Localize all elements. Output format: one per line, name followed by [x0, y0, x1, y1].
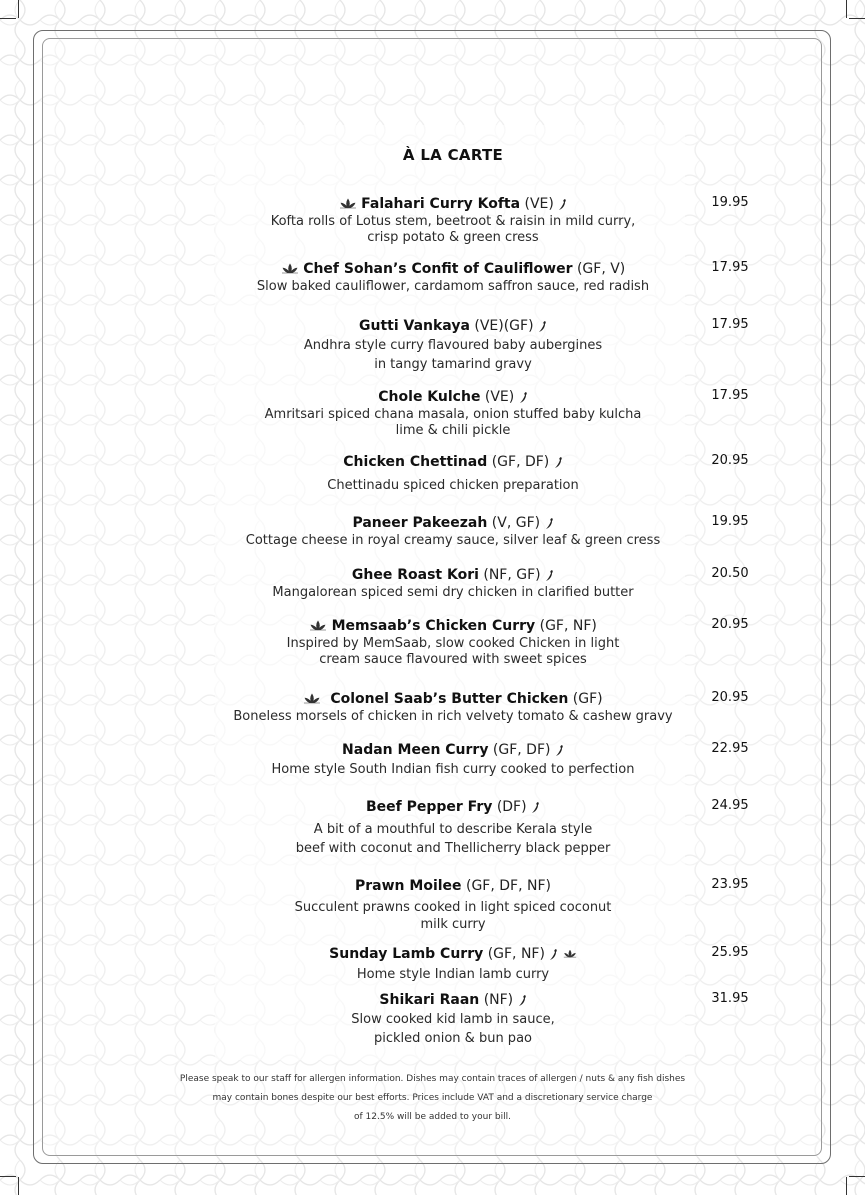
item-tags: (VE)	[524, 196, 554, 212]
item-description: Home style Indian lamb curry	[356, 967, 550, 982]
item-description: Kofta rolls of Lotus stem, beetroot & raisin in mild curry,	[270, 214, 636, 229]
item-name: Ghee Roast Kori	[351, 567, 479, 583]
menu-item	[0, 877, 865, 933]
chili-icon	[558, 198, 567, 211]
item-name: Chole Kulche	[378, 389, 481, 405]
item-price: 20.95	[711, 617, 749, 632]
item-description: Succulent prawns cooked in light spiced coconut	[294, 900, 612, 915]
item-tags: (V, GF)	[491, 515, 541, 531]
menu-item	[0, 798, 865, 858]
item-price: 25.95	[711, 945, 749, 960]
item-description-2: lime & chili pickle	[395, 423, 511, 438]
item-description: Andhra style curry flavoured baby aubergines	[303, 338, 603, 353]
item-name: Chef Sohan’s Confit of Cauliflower	[303, 261, 573, 277]
allergen-notice	[0, 1070, 865, 1127]
item-price: 20.95	[711, 453, 749, 468]
item-name: Prawn Moilee	[355, 878, 462, 894]
menu-item	[0, 453, 865, 494]
item-description: Slow baked cauliflower, cardamom saffron sauce, red radish	[256, 279, 650, 294]
menu-item	[0, 741, 865, 778]
item-price: 24.95	[711, 798, 749, 813]
crop-mark-br-h	[849, 1176, 865, 1177]
lotus-icon	[303, 693, 321, 705]
item-name: Beef Pepper Fry	[365, 799, 493, 815]
menu-item	[0, 388, 865, 439]
chili-icon	[531, 801, 540, 814]
item-price: 20.50	[711, 566, 749, 581]
item-tags: (NF, GF)	[483, 567, 541, 583]
item-tags: (VE)(GF)	[474, 318, 534, 334]
item-tags: (DF)	[496, 799, 527, 815]
item-price: 19.95	[711, 514, 749, 529]
item-price: 23.95	[711, 877, 749, 892]
item-name: Shikari Raan	[379, 992, 480, 1008]
lotus-icon	[563, 948, 577, 960]
item-description: Boneless morsels of chicken in rich velvety tomato & cashew gravy	[233, 709, 673, 724]
item-name: Paneer Pakeezah	[352, 515, 488, 531]
menu-title: À LA CARTE	[402, 146, 504, 164]
chili-icon	[554, 456, 563, 469]
lotus-icon	[281, 263, 299, 275]
item-description: A bit of a mouthful to describe Kerala style	[313, 822, 593, 837]
item-name: Nadan Meen Curry	[342, 742, 489, 758]
item-price: 17.95	[711, 317, 749, 332]
item-tags: (VE)	[484, 389, 515, 405]
item-name: Colonel Saab’s Butter Chicken	[330, 691, 569, 707]
crop-mark-bl-h	[0, 1176, 16, 1177]
item-name: Falahari Curry Kofta	[361, 196, 521, 212]
item-tags: (GF, V)	[576, 261, 626, 277]
crop-mark-br-v	[846, 1177, 847, 1195]
crop-mark-tl-h	[0, 18, 16, 19]
menu-item	[0, 195, 865, 246]
item-tags: (GF, NF)	[539, 618, 597, 634]
allergen-notice-line-1: Please speak to our staff for allergen information. Dishes may contain traces of allergen / nuts & any fish dishes	[179, 1074, 686, 1084]
menu-item	[0, 566, 865, 601]
lotus-icon	[339, 198, 357, 210]
item-tags: (GF, DF)	[492, 742, 551, 758]
item-description: Cottage cheese in royal creamy sauce, silver leaf & green cress	[245, 533, 661, 548]
item-description: Mangalorean spiced semi dry chicken in clarified butter	[272, 585, 634, 600]
chili-icon	[545, 569, 554, 582]
item-description: Inspired by MemSaab, slow cooked Chicken in light	[286, 636, 620, 651]
item-description-2: crisp potato & green cress	[367, 230, 539, 245]
item-price: 22.95	[711, 741, 749, 756]
chili-icon	[519, 391, 528, 404]
allergen-notice-line-3: of 12.5% will be added to your bill.	[354, 1112, 511, 1122]
item-name: Gutti Vankaya	[359, 318, 470, 334]
menu-item	[0, 317, 865, 374]
menu-item	[0, 991, 865, 1048]
item-tags: (GF, NF)	[487, 946, 545, 962]
chili-icon	[555, 744, 564, 757]
menu-item	[0, 690, 865, 725]
item-description-2: beef with coconut and Thellicherry black pepper	[295, 841, 611, 856]
crop-mark-bl-v	[18, 1177, 19, 1195]
item-description-2: pickled onion & bun pao	[374, 1031, 532, 1046]
allergen-notice-line-2: may contain bones despite our best efforts. Prices include VAT and a discretionary service charge	[212, 1093, 653, 1103]
chili-icon	[538, 320, 547, 333]
item-description-2: milk curry	[420, 917, 486, 932]
item-price: 17.95	[711, 388, 749, 403]
item-tags: (GF, DF)	[491, 454, 550, 470]
item-description: Amritsari spiced chana masala, onion stuffed baby kulcha	[264, 407, 642, 422]
item-description-2: in tangy tamarind gravy	[374, 357, 532, 372]
item-tags: (NF)	[483, 992, 514, 1008]
item-name: Chicken Chettinad	[343, 454, 488, 470]
chili-icon	[549, 948, 558, 961]
item-name: Memsaab’s Chicken Curry	[331, 618, 536, 634]
item-price: 17.95	[711, 260, 749, 275]
item-name: Sunday Lamb Curry	[329, 946, 484, 962]
crop-mark-tr-v	[846, 0, 847, 18]
item-description-2: cream sauce flavoured with sweet spices	[319, 652, 587, 667]
item-description: Chettinadu spiced chicken preparation	[327, 478, 579, 493]
item-tags: (GF, DF, NF)	[466, 878, 551, 894]
lotus-icon	[309, 620, 327, 632]
chili-icon	[545, 517, 554, 530]
item-description: Home style South Indian fish curry cooked to perfection	[271, 762, 635, 777]
menu-item	[0, 617, 865, 668]
crop-mark-tl-v	[18, 0, 19, 18]
menu-item	[0, 514, 865, 549]
item-price: 20.95	[711, 690, 749, 705]
item-price: 19.95	[711, 195, 749, 210]
menu-item	[0, 945, 865, 983]
crop-mark-tr-h	[849, 18, 865, 19]
item-price: 31.95	[711, 991, 749, 1006]
item-tags: (GF)	[572, 691, 603, 707]
item-description: Slow cooked kid lamb in sauce,	[351, 1012, 555, 1027]
chili-icon	[518, 994, 527, 1007]
menu-item	[0, 260, 865, 295]
